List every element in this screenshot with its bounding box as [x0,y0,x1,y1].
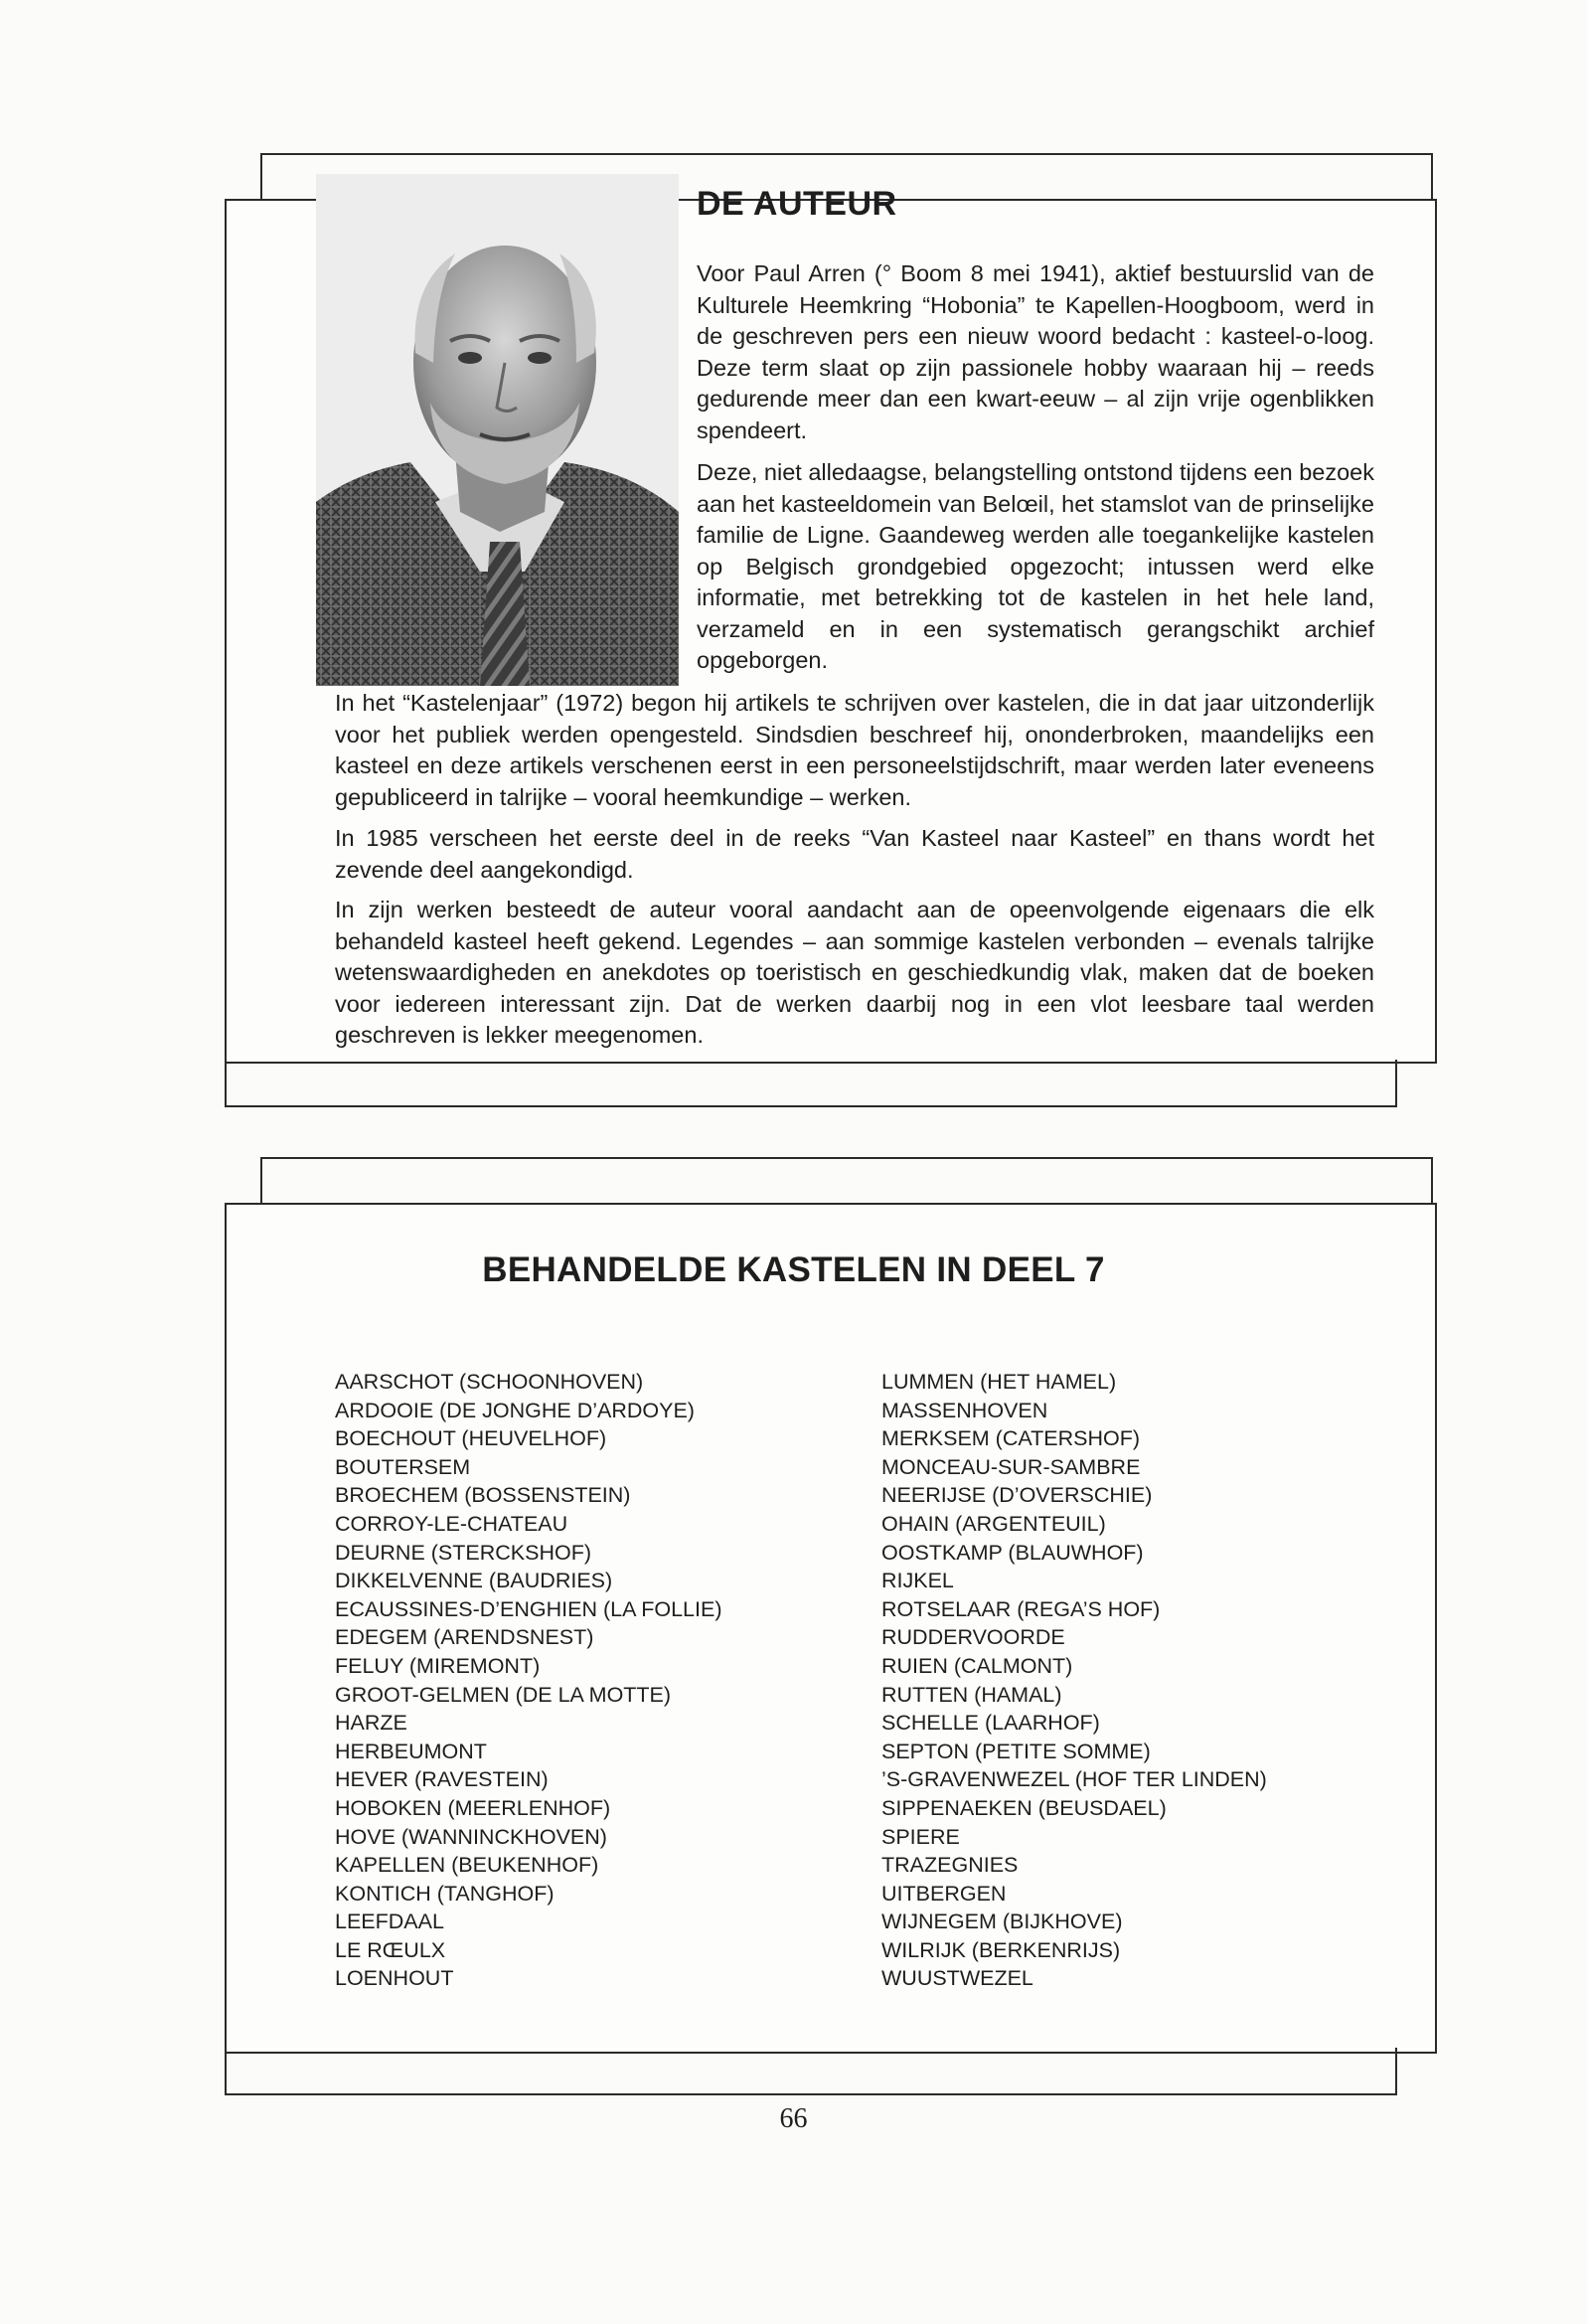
list-item: UITBERGEN [881,1881,1007,1906]
list-item: ECAUSSINES-D’ENGHIEN (LA FOLLIE) [335,1596,722,1621]
list-item: KAPELLEN (BEUKENHOF) [335,1853,599,1878]
list-item: BROECHEM (BOSSENSTEIN) [335,1483,631,1508]
list-item: NEERIJSE (D’OVERSCHIE) [881,1483,1153,1508]
list-item: MASSENHOVEN [881,1398,1048,1422]
list-item: WUUSTWEZEL [881,1966,1033,1991]
list-item: FELUY (MIREMONT) [335,1653,541,1678]
author-paragraph-3: In het “Kastelenjaar” (1972) begon hij artikels te schrijven over kastelen, die in dat jaar uitzonderlijk voor het publiek werden opengesteld. Sindsdien beschreef hij, ononderbroken, maandelijks een kasteel en deze artikels verschenen eerst in een personeelstijdschrift, maar werden later eveneens gepubliceerd in talrijke – vooral heemkundige – werken. [335,690,1374,810]
list-item: BOUTERSEM [335,1454,471,1479]
castles-list-right [881,1368,1267,1993]
author-paragraph-2: Deze, niet alledaagse, belangstelling ontstond tijdens een bezoek aan het kasteeldomein van Belœil, het stamslot van de prinselijke familie de Ligne. Gaandeweg werden alle toegankelijke kastelen op Belgisch grondgebied opgezocht; intussen werd elke informatie, met betrekking tot de kastelen in het hele land, verzameld en in een systematisch gerangschikt archief opgeborgen. [697,459,1374,673]
list-item: SPIERE [881,1824,960,1849]
author-paragraph-5: In zijn werken besteedt de auteur vooral aandacht aan de opeenvolgende eigenaars die elk behandeld kasteel heeft gekend. Legendes – aan sommige kastelen verbonden – evenals talrijke wetenswaardigheden en anekdotes op toeristisch en geschiedkundig vlak, maken dat de boeken voor iedereen interessant zijn. Dat de werken daarbij nog in een vlot leesbare taal werden geschreven is lekker meegenomen. [335,897,1374,1048]
list-item: ROTSELAAR (REGA’S HOF) [881,1596,1161,1621]
list-item: ARDOOIE (DE JONGHE D’ARDOYE) [335,1398,695,1422]
list-item: LEEFDAAL [335,1909,444,1934]
castles-list-left [335,1368,721,1993]
list-item: LOENHOUT [335,1966,454,1991]
list-item: LUMMEN (HET HAMEL) [881,1370,1117,1394]
list-item: OOSTKAMP (BLAUWHOF) [881,1540,1144,1565]
list-item: WIJNEGEM (BIJKHOVE) [881,1909,1123,1934]
list-item: RIJKEL [881,1569,954,1593]
list-item: TRAZEGNIES [881,1853,1019,1878]
list-item: ’S-GRAVENWEZEL (HOF TER LINDEN) [881,1767,1267,1792]
list-item: CORROY-LE-CHATEAU [335,1511,568,1536]
list-item: HARZE [335,1711,407,1736]
list-item: GROOT-GELMEN (DE LA MOTTE) [335,1682,672,1707]
list-item: RUIEN (CALMONT) [881,1653,1073,1678]
list-item: EDEGEM (ARENDSNEST) [335,1625,594,1650]
list-item: HEVER (RAVESTEIN) [335,1767,549,1792]
author-paragraph-1: Voor Paul Arren (° Boom 8 mei 1941), aktief bestuurslid van de Kulturele Heemkring “Hobonia” te Kapellen-Hoogboom, werd in de geschreven pers een nieuw woord bedacht : kasteel-o-loog. Deze term slaat op zijn passionele hobby waaraan hij – reeds gedurende meer dan een kwart-eeuw – al zijn vrije ogenblikken spendeert. [697,260,1374,443]
author-paragraph-4: In 1985 verscheen het eerste deel in de reeks “Van Kasteel naar Kasteel” en thans wordt het zevende deel aangekondigd. [335,825,1374,883]
list-item: SEPTON (PETITE SOMME) [881,1739,1151,1763]
list-item: MONCEAU-SUR-SAMBRE [881,1454,1141,1479]
list-item: HERBEUMONT [335,1739,487,1763]
list-item: BOECHOUT (HEUVELHOF) [335,1426,607,1451]
list-item: SCHELLE (LAARHOF) [881,1711,1100,1736]
list-item: RUTTEN (HAMAL) [881,1682,1062,1707]
castles-heading: BEHANDELDE KASTELEN IN DEEL 7 [482,1250,1105,1289]
list-item: MERKSEM (CATERSHOF) [881,1426,1140,1451]
list-item: AARSCHOT (SCHOONHOVEN) [335,1370,644,1394]
list-item: HOBOKEN (MEERLENHOF) [335,1795,611,1820]
list-item: KONTICH (TANGHOF) [335,1881,555,1906]
author-portrait [316,174,679,686]
list-item: HOVE (WANNINCKHOVEN) [335,1824,607,1849]
page-number: 66 [779,2103,808,2134]
list-item: DEURNE (STERCKSHOF) [335,1540,592,1565]
list-item: OHAIN (ARGENTEUIL) [881,1511,1106,1536]
list-item: SIPPENAEKEN (BEUSDAEL) [881,1795,1167,1820]
list-item: WILRIJK (BERKENRIJS) [881,1937,1121,1962]
list-item: DIKKELVENNE (BAUDRIES) [335,1569,613,1593]
list-item: RUDDERVOORDE [881,1625,1065,1650]
author-heading: DE AUTEUR [697,185,897,223]
list-item: LE RŒULX [335,1937,446,1962]
